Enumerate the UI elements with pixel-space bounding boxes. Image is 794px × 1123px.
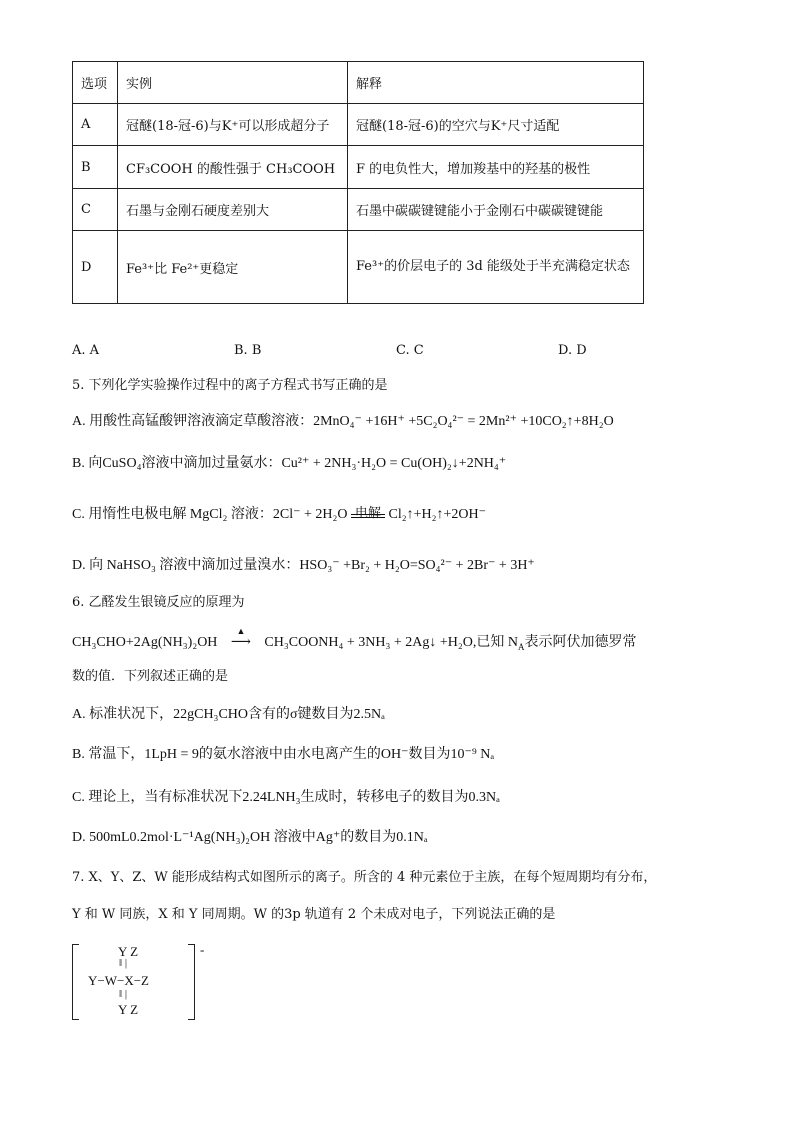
table-cell: 冠醚(18-冠-6)与K⁺可以形成超分子 [118,104,348,146]
table-cell: B [73,146,118,189]
table-cell: 石墨与金刚石硬度差别大 [118,189,348,231]
table-cell: D [73,231,118,304]
right-bracket [188,944,195,1020]
q6-option-d: D. 500mL0.2mol·L⁻¹Ag(NH₃)₂OH 溶液中Ag⁺的数目为0.1Nₐ [72,830,428,845]
q5-c-reactants: C. 用惰性电极电解 MgCl₂ 溶液：2Cl⁻ + 2H₂O [72,507,348,522]
q6-eq-right: CH₃COONH₄ + 3NH₃ + 2Ag↓ +H₂O,已知 N [264,635,519,650]
table-cell: 冠醚(18-冠-6)的空穴与K⁺尺寸适配 [348,104,644,146]
struct-bond-bottom: ‖ | [119,988,128,1000]
q4-option-b: B. B [234,343,262,358]
q6-eq-tail: 表示阿伏加德罗常 [524,635,637,650]
q6-option-b: B. 常温下，1LpH = 9的氨水溶液中由水电离产生的OH⁻数目为10⁻⁹ Nₐ [72,747,495,762]
struct-mid: Y−W−X−Z [88,973,149,988]
table-cell: F 的电负性大，增加羧基中的羟基的极性 [348,146,644,189]
q6-equation [72,628,637,652]
q4-option-d: D. D [558,343,587,358]
q6-stem2: 数的值．下列叙述正确的是 [72,669,229,684]
q7-stem: 7. X、Y、Z、W 能形成结构式如图所示的离子。所含的 4 种元素位于主族，在每个短周期均有分布， [72,870,657,885]
q6-eq-sub: A [518,641,525,652]
table-header-example: 实例 [118,62,348,104]
q7-stem2: Y 和 W 同族，X 和 Y 同周期。W 的3p 轨道有 2 个未成对电子，下列说法正确的是 [72,907,556,922]
left-bracket [72,944,79,1020]
table-cell: Fe³⁺的价层电子的 3d 能级处于半充满稳定状态 [348,231,644,304]
q4-option-a: A. A [72,343,100,358]
q5-option-b: B. 向CuSO₄溶液中滴加过量氨水：Cu²⁺ + 2NH₃·H₂O = Cu(OH)₂↓+2NH₄⁺ [72,456,507,471]
struct-bond-top: ‖ | [119,957,128,969]
q5-option-a: A. 用酸性高锰酸钾溶液滴定草酸溶液：2MnO₄⁻ +16H⁺ +5C₂O₄²⁻ = 2Mn²⁺ +10CO₂↑+8H₂O [72,414,614,429]
table-header-option: 选项 [73,62,118,104]
q6-stem: 6. 乙醛发生银镜反应的原理为 [72,595,245,610]
q4-option-c: C. C [396,343,424,358]
reaction-arrow-icon: ▲ ⟶ [230,626,251,650]
q6-option-a: A. 标准状况下，22gCH₃CHO含有的σ键数目为2.5Nₐ [72,707,385,722]
table-cell: Fe³⁺比 Fe²⁺更稳定 [118,231,348,304]
q6-option-c: C. 理论上，当有标准状况下2.24LNH₃生成时，转移电子的数目为0.3Nₐ [72,790,500,805]
ion-structure-diagram [72,942,205,1020]
struct-top: Y Z [118,944,139,959]
options-table [72,61,644,304]
table-cell: 石墨中碳碳键键能小于金刚石中碳碳键键能 [348,189,644,231]
table-cell: A [73,104,118,146]
q5-stem: 5. 下列化学实验操作过程中的离子方程式书写正确的是 [72,378,388,393]
table-header-explain: 解释 [348,62,644,104]
q5-option-d: D. 向 NaHSO₃ 溶液中滴加过量溴水：HSO₃⁻ +Br₂ + H₂O=SO₄²⁻ + 2Br⁻ + 3H⁺ [72,558,535,573]
electrolysis-label: 电解 [355,505,382,520]
table-cell: CF₃COOH 的酸性强于 CH₃COOH [118,146,348,189]
struct-charge: - [200,942,205,957]
q5-c-products: Cl₂↑+H₂↑+2OH⁻ [388,507,487,522]
q5-option-c [72,503,486,523]
q6-eq-left: CH₃CHO+2Ag(NH₃)₂OH [72,635,218,650]
table-cell: C [73,189,118,231]
struct-bottom: Y Z [118,1002,139,1017]
